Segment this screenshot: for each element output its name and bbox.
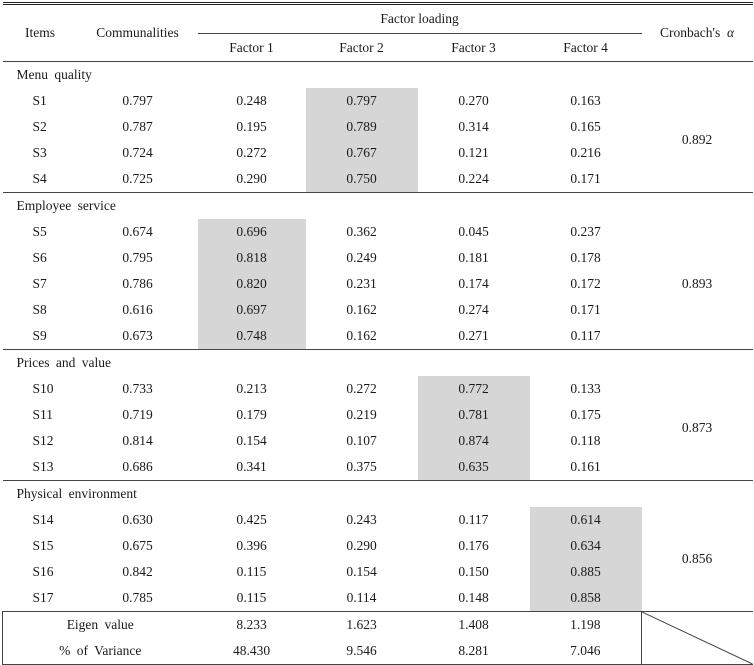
communality-value: 0.724 [122, 145, 153, 160]
cronbach-alpha-value: 0.892 [681, 132, 713, 147]
factor-4-loading: 0.163 [570, 93, 601, 108]
factor-4-loading: 0.634 [530, 533, 642, 559]
factor-1-loading: 0.195 [236, 119, 267, 134]
table-row [3, 297, 753, 323]
eigen-value-factor-4: 1.198 [530, 612, 642, 639]
item-code: S10 [32, 381, 54, 396]
item-code: S2 [32, 119, 47, 134]
cronbach-alpha-value: 0.893 [681, 276, 713, 291]
group-label: Prices and value [3, 350, 642, 377]
table-row [3, 507, 753, 533]
communality-value: 0.725 [122, 171, 153, 186]
table-row [3, 166, 753, 193]
factor-2-loading: 0.219 [346, 407, 377, 422]
factor-1-loading: 0.820 [198, 271, 306, 297]
factor-3-loading: 0.874 [418, 428, 530, 454]
item-code: S14 [32, 512, 54, 527]
factor-3-loading: 0.148 [458, 590, 489, 605]
communality-value: 0.787 [122, 119, 153, 134]
factor-1-loading: 0.425 [236, 512, 267, 527]
factor-1-loading: 0.115 [236, 590, 267, 605]
factor-4-loading: 0.117 [570, 328, 601, 343]
table-row [3, 140, 753, 166]
header-factor-3: Factor 3 [418, 34, 530, 62]
communality-value: 0.675 [122, 538, 153, 553]
factor-4-loading: 0.614 [530, 507, 642, 533]
factor-2-loading: 0.231 [346, 276, 377, 291]
factor-3-loading: 0.635 [418, 454, 530, 481]
factor-2-loading: 0.162 [346, 302, 377, 317]
table-row [3, 402, 753, 428]
factor-4-loading: 0.172 [570, 276, 601, 291]
factor-2-loading: 0.290 [346, 538, 377, 553]
factor-3-loading: 0.045 [458, 224, 489, 239]
factor-2-loading: 0.162 [346, 328, 377, 343]
factor-1-loading: 0.272 [236, 145, 267, 160]
factor-3-loading: 0.224 [458, 171, 489, 186]
factor-3-loading: 0.274 [458, 302, 489, 317]
factor-4-loading: 0.175 [570, 407, 601, 422]
header-factor-4: Factor 4 [530, 34, 642, 62]
group-header-row [3, 350, 753, 377]
factor-3-loading: 0.181 [458, 250, 489, 265]
item-code: S13 [32, 459, 54, 474]
factor-1-loading: 0.179 [236, 407, 267, 422]
factor-1-loading: 0.696 [198, 219, 306, 245]
communality-value: 0.795 [122, 250, 153, 265]
factor-1-loading: 0.341 [236, 459, 267, 474]
table-row [3, 219, 753, 245]
cronbach-label: Cronbach's [660, 25, 721, 40]
factor-3-loading: 0.121 [458, 145, 489, 160]
factor-analysis-table-container [2, 2, 752, 665]
table-row [3, 559, 753, 585]
factor-2-loading: 0.107 [346, 433, 377, 448]
header-items: Items [3, 4, 78, 62]
table-row [3, 533, 753, 559]
factor-2-loading: 0.154 [346, 564, 377, 579]
group-header-alpha-spacer [642, 62, 753, 89]
factor-2-loading: 0.797 [306, 88, 418, 114]
item-code: S3 [32, 145, 47, 160]
header-factor-1: Factor 1 [198, 34, 306, 62]
table-body [3, 62, 753, 612]
item-code: S16 [32, 564, 54, 579]
factor-3-loading: 0.772 [418, 376, 530, 402]
factor-1-loading: 0.115 [236, 564, 267, 579]
factor-2-loading: 0.243 [346, 512, 377, 527]
factor-2-loading: 0.750 [306, 166, 418, 193]
communality-value: 0.674 [122, 224, 153, 239]
factor-4-loading: 0.165 [570, 119, 601, 134]
group-header-alpha-spacer [642, 350, 753, 377]
group-header-row [3, 481, 753, 508]
variance-label: % of Variance [3, 638, 198, 665]
factor-3-loading: 0.271 [458, 328, 489, 343]
factor-1-loading: 0.697 [198, 297, 306, 323]
variance-row [3, 638, 753, 665]
factor-2-loading: 0.362 [346, 224, 377, 239]
eigen-value-row [3, 612, 753, 639]
communality-value: 0.616 [122, 302, 153, 317]
item-code: S15 [32, 538, 54, 553]
group-header-row [3, 62, 753, 89]
eigen-value-label: Eigen value [3, 612, 198, 639]
table-row [3, 454, 753, 481]
factor-3-loading: 0.314 [458, 119, 489, 134]
factor-4-loading: 0.118 [570, 433, 601, 448]
item-code: S7 [32, 276, 47, 291]
factor-3-loading: 0.781 [418, 402, 530, 428]
communality-value: 0.786 [122, 276, 153, 291]
factor-3-loading: 0.174 [458, 276, 489, 291]
group-label: Physical environment [3, 481, 642, 508]
factor-4-loading: 0.216 [570, 145, 601, 160]
communality-value: 0.814 [122, 433, 153, 448]
factor-1-loading: 0.248 [236, 93, 267, 108]
header-factor-2: Factor 2 [306, 34, 418, 62]
group-label: Menu quality [16, 67, 92, 82]
factor-3-loading: 0.270 [458, 93, 489, 108]
communality-value: 0.785 [122, 590, 153, 605]
table-footer [3, 612, 753, 665]
group-header-row [3, 193, 753, 220]
item-code: S6 [32, 250, 47, 265]
table-row [3, 271, 753, 297]
factor-1-loading: 0.213 [236, 381, 267, 396]
variance-factor-1: 48.430 [198, 638, 306, 665]
alpha-symbol: α [726, 25, 735, 40]
table-row [3, 245, 753, 271]
factor-3-loading: 0.150 [458, 564, 489, 579]
diagonal-empty-cell [642, 612, 753, 665]
header-communalities: Communalities [78, 4, 198, 62]
factor-3-loading: 0.176 [458, 538, 489, 553]
factor-1-loading: 0.396 [236, 538, 267, 553]
table-row [3, 585, 753, 612]
communality-value: 0.630 [122, 512, 153, 527]
table-row [3, 114, 753, 140]
header-cronbach-alpha [642, 4, 753, 62]
table-row [3, 88, 753, 114]
factor-1-loading: 0.154 [236, 433, 267, 448]
variance-factor-4: 7.046 [530, 638, 642, 665]
factor-1-loading: 0.748 [198, 323, 306, 350]
group-header-alpha-spacer [642, 193, 753, 220]
factor-2-loading: 0.114 [346, 590, 377, 605]
communality-value: 0.797 [122, 93, 153, 108]
group-label: Employee service [3, 193, 642, 220]
factor-1-loading: 0.290 [236, 171, 267, 186]
cronbach-alpha-value: 0.856 [681, 551, 713, 566]
communality-value: 0.673 [122, 328, 153, 343]
table-row [3, 376, 753, 402]
item-code: S11 [32, 407, 54, 422]
factor-analysis-table [2, 2, 753, 665]
eigen-value-factor-1: 8.233 [198, 612, 306, 639]
communality-value: 0.842 [122, 564, 153, 579]
variance-factor-2: 9.546 [306, 638, 418, 665]
factor-4-loading: 0.237 [570, 224, 601, 239]
factor-4-loading: 0.885 [530, 559, 642, 585]
factor-4-loading: 0.161 [570, 459, 601, 474]
item-code: S1 [32, 93, 47, 108]
item-code: S5 [32, 224, 47, 239]
communality-value: 0.686 [122, 459, 153, 474]
factor-2-loading: 0.249 [346, 250, 377, 265]
item-code: S17 [32, 590, 54, 605]
communality-value: 0.719 [122, 407, 153, 422]
factor-4-loading: 0.133 [570, 381, 601, 396]
variance-factor-3: 8.281 [418, 638, 530, 665]
factor-3-loading: 0.117 [458, 512, 489, 527]
eigen-value-factor-3: 1.408 [418, 612, 530, 639]
item-code: S4 [32, 171, 47, 186]
eigen-value-factor-2: 1.623 [306, 612, 418, 639]
factor-2-loading: 0.767 [306, 140, 418, 166]
factor-2-loading: 0.375 [346, 459, 377, 474]
diagonal-line [642, 612, 753, 664]
table-header [3, 4, 753, 62]
factor-2-loading: 0.272 [346, 381, 377, 396]
item-code: S12 [32, 433, 54, 448]
factor-4-loading: 0.858 [530, 585, 642, 612]
table-row [3, 323, 753, 350]
item-code: S8 [32, 302, 47, 317]
factor-4-loading: 0.178 [570, 250, 601, 265]
item-code: S9 [32, 328, 47, 343]
factor-4-loading: 0.171 [570, 302, 601, 317]
factor-2-loading: 0.789 [306, 114, 418, 140]
factor-4-loading: 0.171 [570, 171, 601, 186]
communality-value: 0.733 [122, 381, 153, 396]
table-row [3, 428, 753, 454]
group-header-alpha-spacer [642, 481, 753, 508]
factor-1-loading: 0.818 [198, 245, 306, 271]
cronbach-alpha-value: 0.873 [681, 420, 713, 435]
header-factor-loading: Factor loading [198, 4, 642, 34]
